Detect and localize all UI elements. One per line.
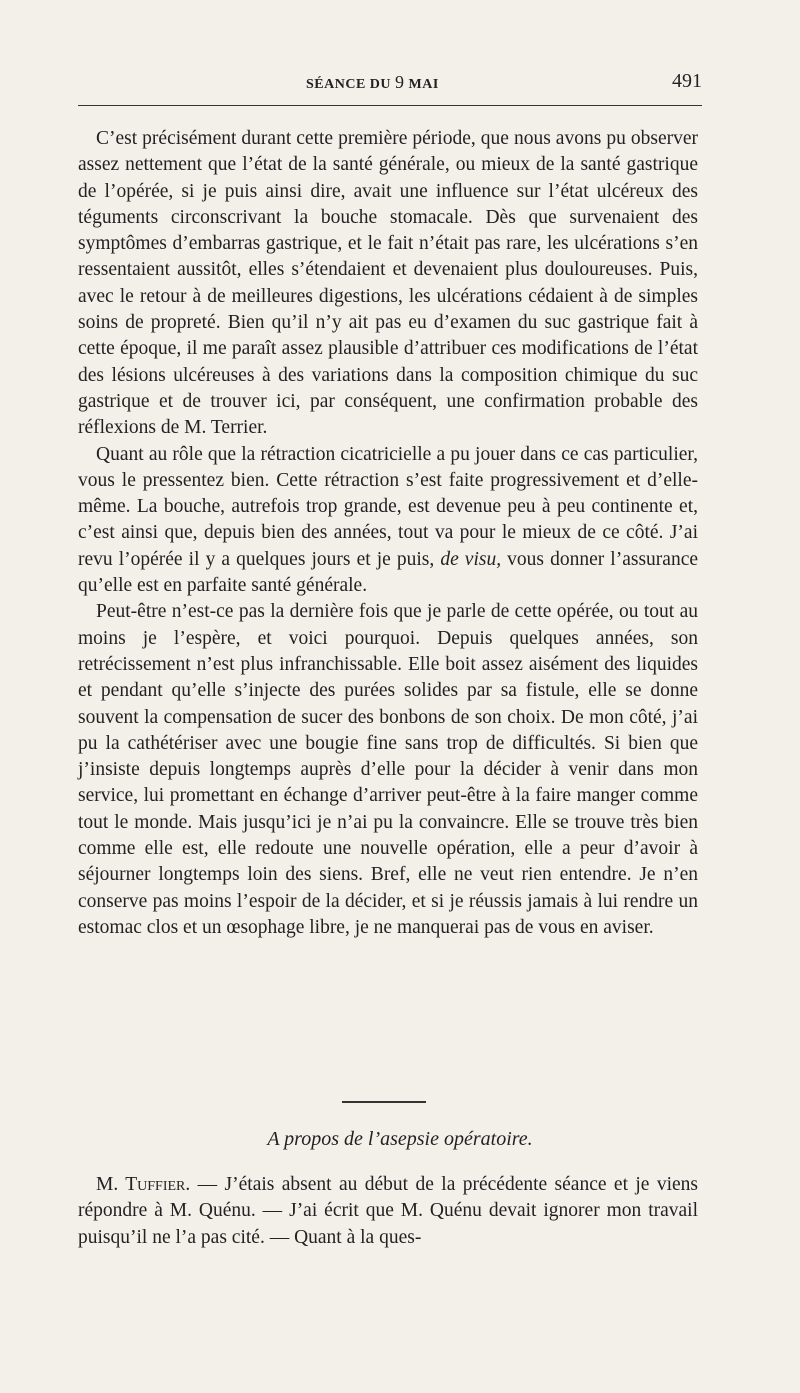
page-header	[78, 70, 702, 98]
running-title-prefix: SÉANCE DU	[306, 77, 392, 92]
section-text	[78, 1172, 698, 1251]
paragraph-1: C’est précisément durant cette première période, que nous avons pu observer assez nettement que l’état de la santé générale, ou mieux de la santé gastrique de l’opérée, si je puis ainsi dire, avait une influence sur l’état ulcéreux des téguments circonscrivant la bouche stomacale. Dès que survenaient des symptômes d’embarras gastrique, et le fait n’était pas rare, les ulcérations s’en ressentaient aussitôt, elles s’étendaient et devenaient plus douloureuses. Puis, avec le retour à de meilleures digestions, les ulcérations cédaient à de simples soins de propreté. Bien qu’il n’y ait pas eu d’examen du suc gastrique fait à cette époque, il me paraît assez plausible d’attribuer ces modifications de l’état des lésions ulcéreuses à des variations dans la composition chimique du suc gastrique et de trouver ici, par conséquent, une confirmation probable des réflexions de M. Terrier.	[78, 128, 698, 439]
paragraph-2-lead: Quant au rôle que la rétraction cicatricielle a pu jouer dans ce cas particulier, vous le pressentez bien. Cette rétraction s’est faite progressivement et d’elle-même. La bouche, autrefois trop grande, est devenue peu à peu continente et, c’est ainsi que, depuis bien des années, tout va pour le mieux de ce côté. J’ai revu l’opérée il y a quelques jours et je puis,	[78, 443, 698, 570]
body-text	[78, 126, 698, 941]
running-title	[306, 72, 439, 93]
section-paragraph-text: — J’étais absent au début de la précédente séance et je viens répondre à M. Quénu. — J’ai écrit que M. Quénu devait ignorer mon travail puisqu’il ne l’a pas cité. — Quant à la ques-	[78, 1174, 698, 1248]
section-title: A propos de l’asepsie opératoire.	[267, 1128, 533, 1150]
paragraph-3: Peut-être n’est-ce pas la dernière fois que je parle de cette opérée, ou tout au moins je l’espère, et voici pourquoi. Depuis quelques années, son retrécissement n’est plus infranchissable. Elle boit assez aisément des liquides et pendant qu’elle s’injecte des purées solides par sa fistule, elle se donne souvent la compensation de sucer des bonbons de son choix. De mon côté, j’ai pu la cathétériser avec une bougie fine sans trop de difficultés. Si bien que j’insiste depuis longtemps auprès d’elle pour la décider à venir dans mon service, lui promettant en échange d’arriver peut-être à la faire manger comme tout le monde. Mais jusqu’ici je n’ai pu la convaincre. Elle se trouve très bien comme elle est, elle redoute une nouvelle opération, elle a peur d’avoir à séjourner longtemps loin des siens. Bref, elle ne veut rien entendre. Je n’en conserve pas moins l’espoir de la décider, et si je réussis jamais à lui rendre un estomac clos et un œsophage libre, je ne manquerai pas de vous en aviser.	[78, 601, 698, 938]
header-rule	[78, 105, 702, 106]
running-title-day: 9	[395, 72, 405, 92]
paragraph-2-italic: de visu,	[440, 548, 502, 570]
page-number: 491	[672, 70, 702, 92]
paragraph-2-tail: vous donner l’assurance qu’elle est en parfaite santé générale.	[78, 548, 699, 597]
running-title-suffix: MAI	[408, 77, 439, 92]
section-paragraph	[78, 1172, 698, 1251]
paragraph-2	[78, 442, 698, 600]
section-separator	[342, 1101, 426, 1103]
speaker-name: M. Tuffier.	[96, 1174, 191, 1195]
